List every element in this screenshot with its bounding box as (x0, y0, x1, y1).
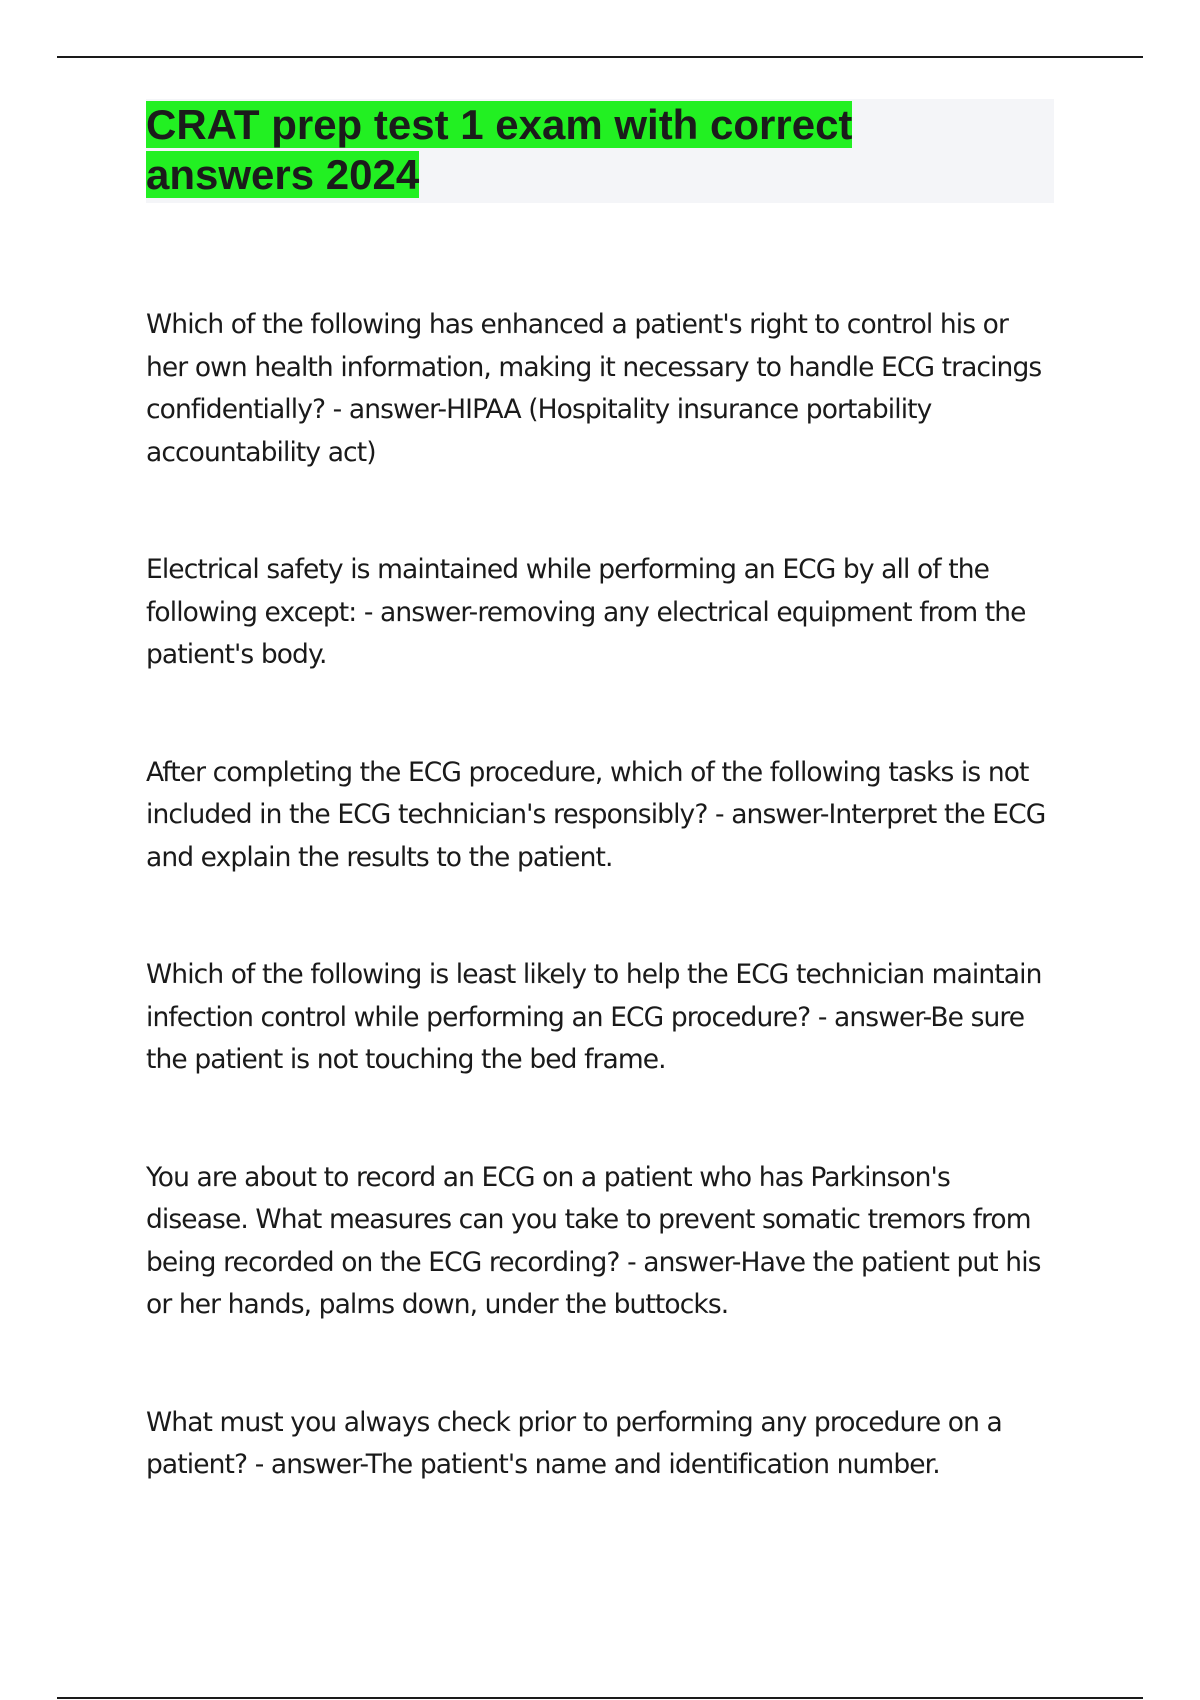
top-divider (57, 56, 1143, 58)
question-item-4: Which of the following is least likely to help the ECG technician maintain infection control while performing an ECG procedure? - answer-Be sure the patient is not touching the bed frame. (146, 959, 1042, 1075)
question-item-2: Electrical safety is maintained while performing an ECG by all of the following except: - answer-removing any electrical equipment from the patient's body. (146, 554, 1026, 670)
page-title (146, 100, 906, 200)
question-item-6: What must you always check prior to performing any procedure on a patient? - answer-The patient's name and identification number. (146, 1406, 1002, 1480)
question-item-1: Which of the following has enhanced a patient's right to control his or her own health information, making it necessary to handle ECG tracings confidentially? - answer-HIPAA (Hospitality insurance portability accountability act) (146, 309, 1042, 468)
question-item-5: You are about to record an ECG on a patient who has Parkinson's disease. What measures can you take to prevent somatic tremors from being recorded on the ECG recording? - answer-Have the patient put his or her hands, palms down, under the buttocks. (146, 1161, 1041, 1320)
title-line-1: CRAT prep test 1 exam with correct (146, 101, 853, 148)
title-line-2: answers 2024 (146, 151, 420, 198)
question-list (146, 304, 1051, 1487)
bottom-divider (57, 1697, 1143, 1699)
question-item-3: After completing the ECG procedure, which of the following tasks is not included in the ECG technician's responsibly? - answer-Interpret the ECG and explain the results to the patient. (146, 756, 1046, 873)
